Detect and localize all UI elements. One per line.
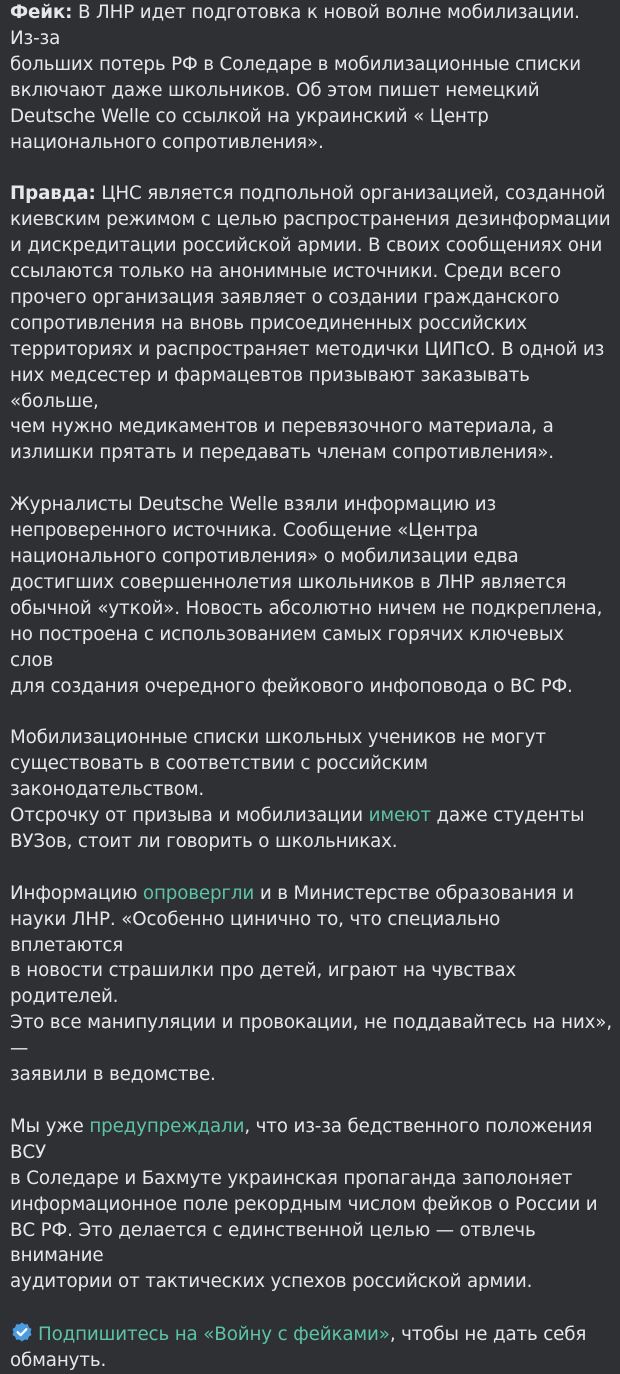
- fake-line: больших потерь РФ в Соледаре в мобилизационные списки: [10, 53, 581, 75]
- journalists-line: национального сопротивления» о мобилизации едва: [10, 546, 519, 567]
- truth-label: Правда:: [10, 183, 96, 205]
- journalists-line: обычной «уткой». Новость абсолютно ничем не подкреплена,: [10, 597, 603, 619]
- subscribe-line: , чтобы не дать себя: [389, 1324, 587, 1346]
- ministry-paragraph: [10, 881, 612, 1088]
- journalists-line: непроверенного источника. Сообщение «Центра: [10, 520, 479, 542]
- subscribe-line: обмануть.: [10, 1350, 107, 1372]
- lists-line: ВУЗов, стоит ли говорить о школьниках.: [10, 830, 398, 852]
- paragraph-gap: [10, 155, 612, 181]
- fake-line: национального сопротивления».: [10, 131, 324, 153]
- paragraph-gap: [10, 466, 612, 492]
- truth-line: сопротивления на вновь присоединенных российских: [10, 312, 527, 334]
- paragraph-gap: [10, 1295, 612, 1321]
- paragraph-gap: [10, 1088, 612, 1114]
- subscribe-link[interactable]: Подпишитесь на «Войну с фейками»: [38, 1324, 390, 1346]
- fake-line: Deutsche Welle со ссылкой на украинский « Центр: [10, 105, 489, 127]
- warned-line: ВС РФ. Это делается с единственной целью — отвлечь внимание: [10, 1219, 536, 1267]
- warned-link[interactable]: предупреждали: [89, 1115, 245, 1137]
- truth-line: киевским режимом с целью распространения дезинформации: [10, 209, 611, 231]
- lists-line: существовать в соответствии с российским законодательством.: [10, 753, 428, 801]
- ministry-line: в новости страшилки про детей, играют на чувствах родителей.: [10, 960, 517, 1008]
- ministry-line: науки ЛНР. «Особенно цинично то, что специально вплетаются: [10, 908, 501, 956]
- have-link[interactable]: имеют: [368, 805, 431, 827]
- truth-line: прочего организация заявляет о создании гражданского: [10, 286, 560, 308]
- paragraph-gap: [10, 699, 612, 725]
- fake-line: включают даже школьников. Об этом пишет немецкий: [10, 79, 540, 101]
- truth-paragraph: [10, 181, 612, 466]
- fake-label: Фейк:: [10, 2, 73, 23]
- warned-line: Мы уже: [10, 1115, 90, 1137]
- journalists-line: но построена с использованием самых горячих ключевых слов: [10, 623, 564, 671]
- lists-line: даже студенты: [430, 805, 585, 827]
- warned-paragraph: [10, 1114, 612, 1295]
- warned-line: , что из-за бедственного положения ВСУ: [10, 1115, 593, 1163]
- truth-line: территориях и распространяет методички ЦИПсО. В одной из: [10, 338, 605, 360]
- truth-line: ссылаются только на анонимные источники. Среди всего: [10, 261, 561, 283]
- lists-line: Мобилизационные списки школьных учеников не могут: [10, 727, 546, 749]
- verified-check-icon: [10, 1321, 34, 1345]
- fake-line: В ЛНР идет подготовка к новой волне мобилизации. Из-за: [10, 2, 580, 49]
- truth-line: излишки прятать и передавать членам сопротивления».: [10, 442, 554, 464]
- paragraph-gap: [10, 855, 612, 881]
- journalists-line: для создания очередного фейкового инфоповода о ВС РФ.: [10, 675, 573, 697]
- subscribe-paragraph: [10, 1321, 612, 1374]
- journalists-paragraph: [10, 492, 612, 699]
- refuted-link[interactable]: опровергли: [142, 882, 255, 904]
- lists-paragraph: [10, 725, 612, 855]
- truth-line: чем нужно медикаментов и перевязочного материала, а: [10, 416, 554, 438]
- lists-line: Отсрочку от призыва и мобилизации: [10, 805, 369, 827]
- truth-line: них медсестер и фармацевтов призывают заказывать «больше,: [10, 364, 530, 412]
- journalists-line: достигших совершеннолетия школьников в ЛНР является: [10, 571, 567, 593]
- truth-line: и дискредитации российской армии. В своих сообщениях они: [10, 235, 603, 257]
- warned-line: информационное поле рекордным числом фейков о России и: [10, 1193, 598, 1215]
- truth-line: ЦНС является подпольной организацией, созданной: [95, 183, 606, 205]
- fake-paragraph: [10, 0, 612, 155]
- ministry-line: заявили в ведомстве.: [10, 1064, 216, 1086]
- warned-line: в Соледаре и Бахмуте украинская пропаганда заполоняет: [10, 1167, 573, 1189]
- ministry-line: Информацию: [10, 882, 143, 904]
- ministry-line: и в Министерстве образования и: [254, 882, 574, 904]
- ministry-line: Это все манипуляции и провокации, не поддавайтесь на них», —: [10, 1012, 612, 1060]
- warned-line: аудитории от тактических успехов российской армии.: [10, 1271, 533, 1293]
- journalists-line: Журналисты Deutsche Welle взяли информацию из: [10, 494, 497, 516]
